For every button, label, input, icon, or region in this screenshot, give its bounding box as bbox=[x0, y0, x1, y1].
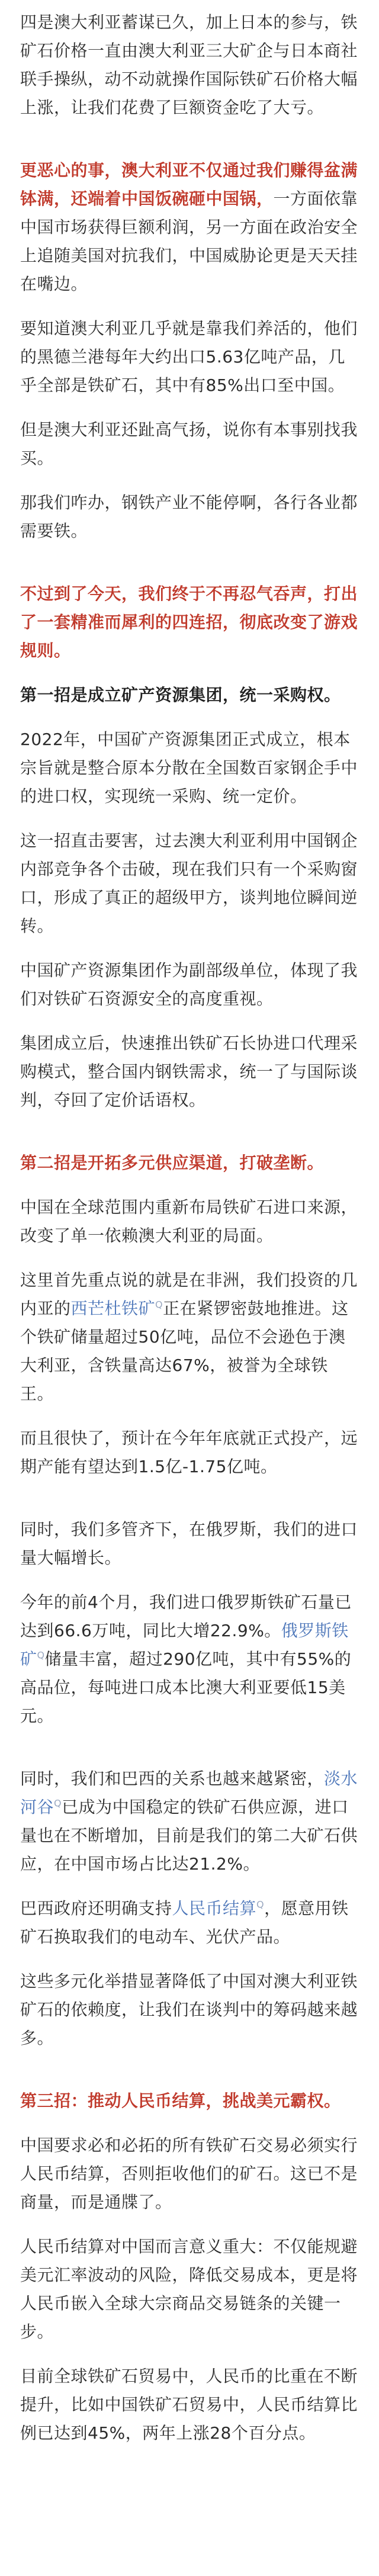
paragraph-text: 目前全球铁矿石贸易中，人民币的比重在不断提升，比如中国铁矿石贸易中，人民币结算比例已达到45%，两年上涨28个百分点。 bbox=[20, 2366, 358, 2443]
paragraph-9 bbox=[20, 827, 359, 940]
highlight-text: 更恶心的事，澳大利亚不仅通过我们赚得盆满钵满，还端着中国饭碗砸中国锅， bbox=[20, 160, 358, 208]
paragraph-text: 巴西政府还明确支持 bbox=[20, 1899, 172, 1918]
paragraph-text: 但是澳大利亚还趾高气扬，说你有本事别找我买。 bbox=[20, 420, 358, 468]
paragraph-text: 人民币结算对中国而言意义重大：不仅能规避美元汇率波动的风险，降低交易成本，更是将人民币嵌入全球大宗商品交易链条的关键一步。 bbox=[20, 2237, 358, 2341]
search-link-icon: Q bbox=[256, 1899, 265, 1910]
section-heading-1 bbox=[20, 681, 359, 709]
paragraph-text: 已成为中国稳定的铁矿石供应源，进口量也在不断增加，目前是我们的第二大矿石供应，在中国市场占比达21.2%。 bbox=[20, 1797, 358, 1874]
paragraph-text: 中国要求必和必拓的所有铁矿石交易必须实行人民币结算，否则拒收他们的矿石。这已不是商量，而是通牒了。 bbox=[20, 2135, 358, 2212]
paragraph-8 bbox=[20, 725, 359, 811]
paragraph-5 bbox=[20, 489, 359, 545]
paragraph-11 bbox=[20, 1029, 359, 1114]
paragraph-1 bbox=[20, 8, 359, 122]
paragraph-text: 而且很快了，预计在今年年底就正式投产，远期产能有望达到1.5亿-1.75亿吨。 bbox=[20, 1428, 358, 1476]
paragraph-text: 中国在全球范围内重新布局铁矿石进口来源，改变了单一依赖澳大利亚的局面。 bbox=[20, 1197, 358, 1245]
highlight-text: 第二招是开拓多元供应渠道，打破垄断。 bbox=[20, 1153, 325, 1173]
paragraph-6 bbox=[20, 580, 359, 665]
paragraph-text: 这一招直击要害，过去澳大利亚利用中国钢企内部竞争各个击破，现在我们只有一个采购窗口，形成了真正的超级甲方，谈判地位瞬间逆转。 bbox=[20, 831, 358, 936]
paragraph-text: 要知道澳大利亚几乎就是靠我们养活的，他们的黑德兰港每年大约出口5.63亿吨产品，几乎全部是铁矿石，其中有85%出口至中国。 bbox=[20, 319, 358, 395]
paragraph-text: 集团成立后，快速推出铁矿石长协进口代理采购模式，整合国内钢铁需求，统一了与国际谈判，夺回了定价话语权。 bbox=[20, 1033, 358, 1110]
paragraph-14 bbox=[20, 1266, 359, 1408]
paragraph-3 bbox=[20, 314, 359, 400]
search-link-icon: Q bbox=[37, 1649, 45, 1661]
search-link-icon: Q bbox=[155, 1299, 163, 1311]
paragraph-text: 这些多元化举措显著降低了中国对澳大利亚铁矿石的依赖度，让我们在谈判中的筹码越来越多。 bbox=[20, 1971, 358, 2048]
paragraph-text: 四是澳大利亚蓄谋已久，加上日本的参与，铁矿石价格一直由澳大利亚三大矿企与日本商社联手操纵，动不动就操作国际铁矿石价格大幅上涨，让我们花费了巨额资金吃了大亏。 bbox=[20, 12, 358, 117]
paragraph-text: 这里首先重点说的就是在非洲，我们投资的几内亚的 bbox=[20, 1270, 358, 1318]
paragraph-2 bbox=[20, 156, 359, 298]
paragraph-18 bbox=[20, 1765, 359, 1878]
vale-link[interactable]: 淡水河谷 bbox=[20, 1769, 358, 1817]
section-heading-3 bbox=[20, 2087, 359, 2115]
paragraph-20 bbox=[20, 1967, 359, 2053]
paragraph-text: 同时，我们和巴西的关系也越来越紧密， bbox=[20, 1769, 325, 1788]
search-link-icon: Q bbox=[54, 1797, 62, 1809]
paragraph-text: ，愿意用铁矿石换取我们的电动车、光伏产品。 bbox=[20, 1899, 349, 1947]
paragraph-text: 一方面依靠中国市场获得巨额利润，另一方面在政治安全上追随美国对抗我们，中国威胁论更是天天挂在嘴边。 bbox=[20, 189, 358, 294]
paragraph-23 bbox=[20, 2233, 359, 2346]
paragraph-13 bbox=[20, 1193, 359, 1250]
paragraph-4 bbox=[20, 416, 359, 473]
paragraph-22 bbox=[20, 2131, 359, 2217]
paragraph-17 bbox=[20, 1588, 359, 1730]
rmb-settlement-link[interactable]: 人民币结算 bbox=[172, 1899, 257, 1918]
section-heading-2 bbox=[20, 1149, 359, 1177]
paragraph-10 bbox=[20, 956, 359, 1013]
paragraph-text: 同时，我们多管齐下，在俄罗斯，我们的进口量大幅增长。 bbox=[20, 1520, 358, 1568]
heading-text: 第一招是成立矿产资源集团，统一采购权。 bbox=[20, 685, 341, 705]
paragraph-16 bbox=[20, 1515, 359, 1572]
highlight-text: 第三招：推动人民币结算，挑战美元霸权。 bbox=[20, 2091, 341, 2111]
paragraph-19 bbox=[20, 1894, 359, 1951]
russia-iron-ore-link[interactable]: 俄罗斯铁矿 bbox=[20, 1621, 349, 1669]
paragraph-text: 中国矿产资源集团作为副部级单位，体现了我们对铁矿石资源安全的高度重视。 bbox=[20, 961, 358, 1008]
paragraph-24 bbox=[20, 2362, 359, 2447]
paragraph-text: 正在紧锣密鼓地推进。这个铁矿储量超过50亿吨，品位不会逊色于澳大利亚，含铁量高达67%，被誉为全球铁王。 bbox=[20, 1299, 349, 1403]
paragraph-text: 今年的前4个月，我们进口俄罗斯铁矿石量已达到66.6万吨，同比大增22.9%。 bbox=[20, 1592, 352, 1640]
paragraph-text: 那我们咋办，钢铁产业不能停啊，各行各业都需要铁。 bbox=[20, 493, 358, 541]
simandou-mine-link[interactable]: 西芒杜铁矿 bbox=[70, 1299, 156, 1318]
paragraph-text: 储量丰富，超过290亿吨，其中有55%的高品位，每吨进口成本比澳大利亚要低15美元。 bbox=[20, 1649, 352, 1726]
paragraph-15 bbox=[20, 1424, 359, 1481]
highlight-text: 不过到了今天，我们终于不再忍气吞声，打出了一套精准而犀利的四连招，彻底改变了游戏规则。 bbox=[20, 584, 358, 660]
paragraph-text: 2022年，中国矿产资源集团正式成立，根本宗旨就是整合原本分散在全国数百家钢企手中的进口权，实现统一采购、统一定价。 bbox=[20, 730, 358, 806]
